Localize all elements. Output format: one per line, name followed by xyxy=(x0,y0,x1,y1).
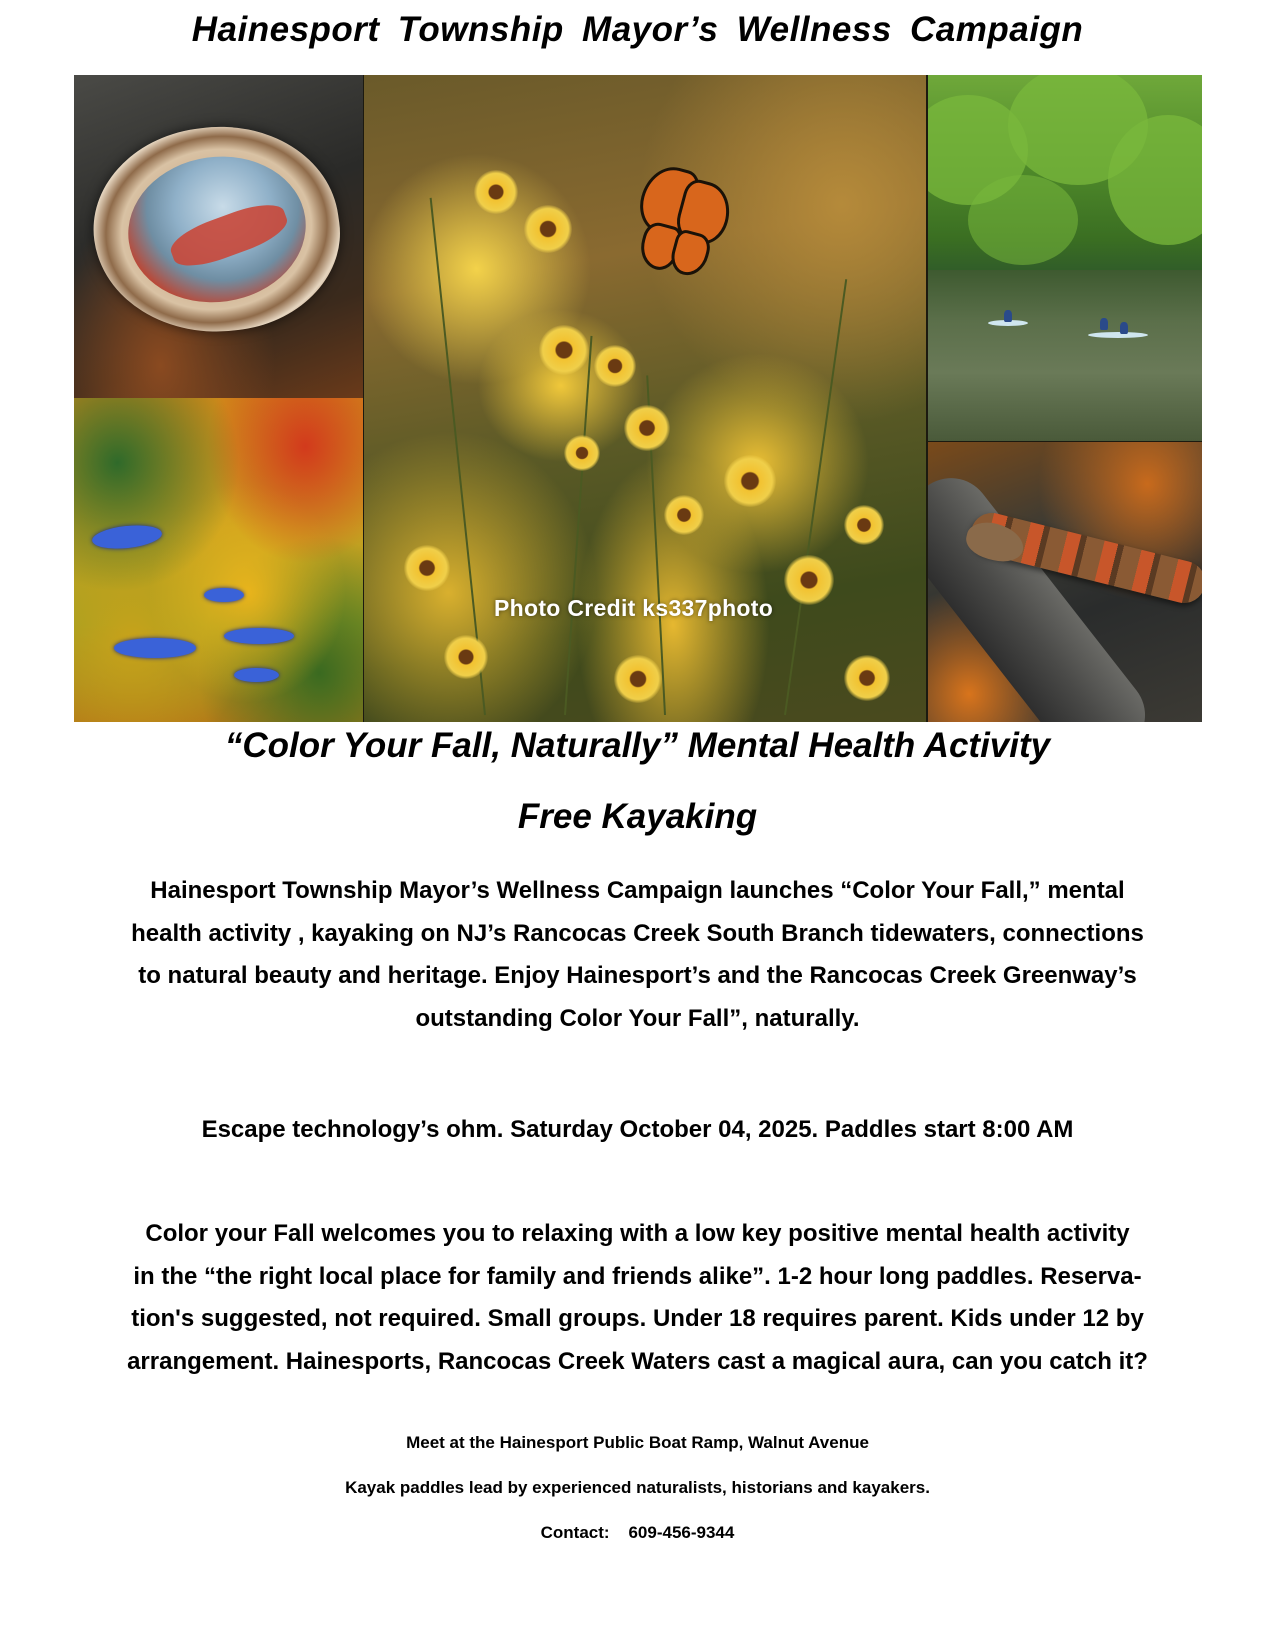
paragraph-line: tion's suggested, not required. Small groups. Under 18 requires parent. Kids under 12 by xyxy=(131,1305,1144,1332)
flyer-title: Hainesport Township Mayor’s Wellness Campaign xyxy=(191,10,1084,49)
paragraph-line: to natural beauty and heritage. Enjoy Hainesport’s and the Rancocas Creek Greenway’s xyxy=(138,962,1137,989)
paragraph-line: Hainesport Township Mayor’s Wellness Campaign launches “Color Your Fall,” mental xyxy=(150,877,1125,904)
blue-reflection-spot xyxy=(224,628,294,644)
yellow-flower xyxy=(524,205,572,253)
paragraph-line: health activity , kayaking on NJ’s Rancocas Creek South Branch tidewaters, connections xyxy=(131,919,1144,947)
paragraph-line: in the “the right local place for family and friends alike”. 1-2 hour long paddles. Reserva- xyxy=(133,1262,1142,1290)
paragraph-line: Color your Fall welcomes you to relaxing with a low key positive mental health activity xyxy=(145,1220,1130,1247)
yellow-flower xyxy=(404,545,450,591)
kayak xyxy=(1088,332,1148,338)
photo-collage xyxy=(74,75,1202,722)
yellow-flower xyxy=(594,345,636,387)
wildflowers-butterfly-photo xyxy=(364,75,926,722)
kayaker xyxy=(1100,318,1108,330)
canoe-paddlers-inset xyxy=(119,145,315,313)
yellow-flower xyxy=(564,435,600,471)
details-paragraph xyxy=(100,1213,1175,1383)
photo-credit: Photo Credit ks337photo xyxy=(494,595,774,621)
yellow-flower xyxy=(844,505,884,545)
yellow-flower xyxy=(614,655,662,703)
schedule-line: Escape technology’s ohm. Saturday October 04, 2025. Paddles start 8:00 AM xyxy=(201,1116,1074,1143)
event-subtitle: “Color Your Fall, Naturally” Mental Health Activity xyxy=(224,726,1051,765)
meeting-place: Meet at the Hainesport Public Boat Ramp, Walnut Avenue xyxy=(406,1433,869,1452)
kayaker xyxy=(1120,322,1128,334)
yellow-flower xyxy=(724,455,776,507)
flower-stem xyxy=(564,336,593,715)
fungus-kayak-photo xyxy=(74,75,363,398)
yellow-flower xyxy=(664,495,704,535)
water-snake-photo xyxy=(928,442,1202,722)
contact-phone: Contact: 609-456-9344 xyxy=(540,1523,735,1542)
blue-reflection-spot xyxy=(234,668,279,682)
yellow-flower xyxy=(474,170,518,214)
turkey-tail-fungus xyxy=(81,111,352,348)
fallen-log xyxy=(928,462,1161,722)
yellow-flower xyxy=(539,325,589,375)
yellow-flower xyxy=(844,655,890,701)
paddle-leaders: Kayak paddles lead by experienced naturalists, historians and kayakers. xyxy=(345,1478,930,1497)
blue-reflection-spot xyxy=(91,522,163,551)
tree-foliage xyxy=(968,175,1078,265)
monarch-butterfly xyxy=(620,160,738,299)
river-water xyxy=(928,270,1202,441)
yellow-flower xyxy=(624,405,670,451)
yellow-flower xyxy=(444,635,488,679)
yellow-flower xyxy=(784,555,834,605)
paragraph-line: outstanding Color Your Fall”, naturally. xyxy=(415,1004,860,1032)
autumn-reflection-photo xyxy=(74,398,363,722)
event-activity: Free Kayaking xyxy=(517,797,758,836)
intro-paragraph xyxy=(100,870,1175,1040)
blue-reflection-spot xyxy=(114,638,196,658)
blue-reflection-spot xyxy=(204,588,244,602)
kayakers-river-photo xyxy=(928,75,1202,441)
paragraph-line: arrangement. Hainesports, Rancocas Creek Waters cast a magical aura, can you catch it? xyxy=(127,1347,1148,1375)
flower-stem xyxy=(784,279,847,715)
kayaker xyxy=(1004,310,1012,322)
